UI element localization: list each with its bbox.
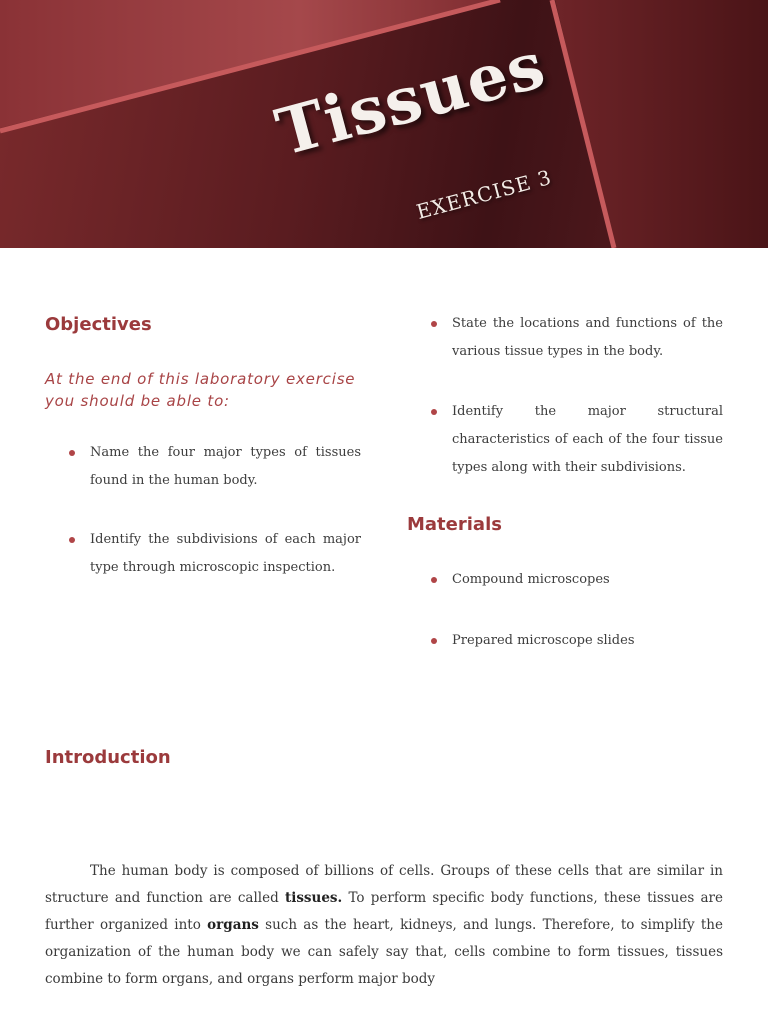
term-tissues: tissues.	[284, 890, 343, 906]
title-banner	[0, 0, 768, 248]
introduction-heading: Introduction	[45, 747, 171, 768]
term-organs: organs	[207, 917, 259, 933]
bullet-icon	[431, 638, 437, 644]
list-item: Name the four major types of tissues found in the human body.	[45, 439, 361, 495]
objectives-list-right	[407, 310, 723, 482]
materials-list	[407, 566, 723, 655]
objectives-intro: At the end of this laboratory exercise you should be able to:	[45, 370, 356, 410]
bullet-icon	[69, 450, 75, 456]
materials-heading: Materials	[407, 514, 502, 535]
objectives-list-left	[45, 439, 361, 582]
list-item: Prepared microscope slides	[407, 627, 723, 655]
objectives-heading: Objectives	[45, 314, 152, 335]
bullet-icon	[431, 577, 437, 583]
list-item: State the locations and functions of the various tissue types in the body.	[407, 310, 723, 366]
list-item: Identify the subdivisions of each major type through microscopic inspection.	[45, 526, 361, 582]
bullet-icon	[431, 321, 437, 327]
exercise-number: EXERCISE 3	[413, 164, 555, 224]
introduction-paragraph: The human body is composed of billions of cells. Groups of these cells that are similar in structure and function are called tissues. To perform specific body functions, these tissues are further organized into organs such as the heart, kidneys, and lungs. Therefore, to simplify the organization of the human body we can safely say that, cells combine to form tissues, tissues combine to form organs, and organs perform major body	[45, 863, 723, 987]
list-item: Identify the major structural characteristics of each of the four tissue types along with their subdivisions.	[407, 398, 723, 482]
document-title: Tissues	[268, 27, 553, 172]
bullet-icon	[69, 537, 75, 543]
bullet-icon	[431, 409, 437, 415]
banner-right-panel	[555, 0, 768, 248]
list-item: Compound microscopes	[407, 566, 723, 594]
